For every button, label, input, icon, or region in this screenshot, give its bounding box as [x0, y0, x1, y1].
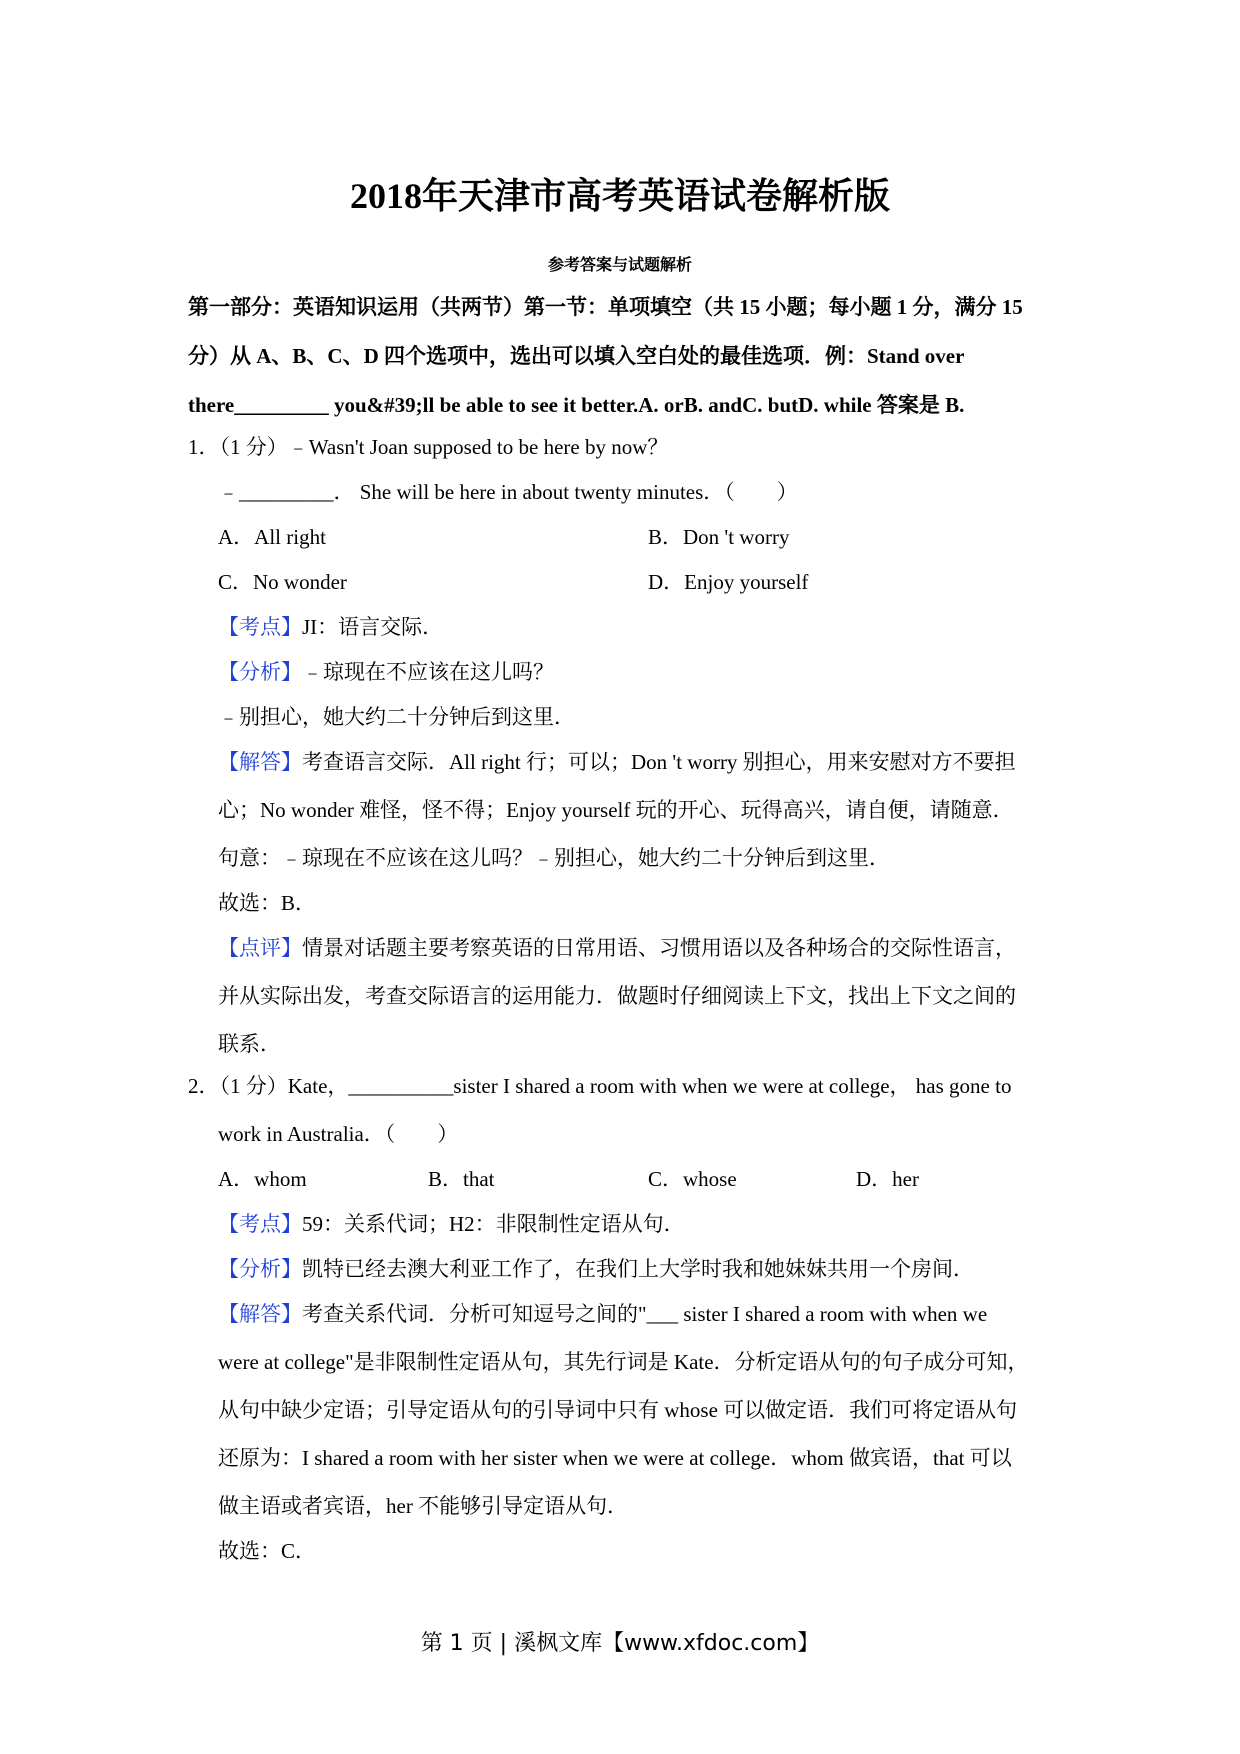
jieda-label: 【解答】 [218, 750, 302, 774]
q2-jieda [218, 1298, 987, 1328]
jieda-label: 【解答】 [218, 1302, 302, 1326]
dianping-label: 【点评】 [218, 936, 302, 960]
q1-stem: 1．（1 分）﹣Wasn't Joan supposed to be here by now？ [188, 435, 669, 459]
q1-fenxi-text-1: ﹣琼现在不应该在这儿吗？ [302, 660, 554, 684]
section-intro: 第一部分：英语知识运用（共两节）第一节：单项填空（共 15 小题；每小题 1 分，满分 15 分）从 A、B、C、D 四个选项中，选出可以填入空白处的最佳选项．例：Stand over there_________ you&#39;ll be able to see it better.A. orB. andC. butD. while 答案是 B. [188, 295, 1023, 417]
q1-option-d: D．Enjoy yourself [648, 570, 809, 594]
q1-jieda-text-3: 句意：﹣琼现在不应该在这儿吗？﹣别担心，她大约二十分钟后到这里． [218, 846, 890, 870]
q2-jieda-text-1: 考查关系代词．分析可知逗号之间的"___ sister I shared a room with when we [302, 1302, 988, 1326]
q2-option-a: A．whom [218, 1167, 307, 1191]
q1-stem-2: ﹣_________． She will be here in about twenty minutes．（ ） [218, 480, 798, 504]
q1-kaodian-text: JI：语言交际． [302, 615, 444, 639]
q2-kaodian-text: 59：关系代词；H2：非限制性定语从句． [302, 1212, 685, 1236]
q1-dianping-text-1: 情景对话题主要考察英语的日常用语、习惯用语以及各种场合的交际性语言， [302, 936, 1016, 960]
q2-fenxi [218, 1253, 974, 1283]
q1-dianping [218, 932, 1016, 962]
q2-option-d: D．her [856, 1167, 919, 1191]
q1-jieda-text-1: 考查语言交际．All right 行；可以；Don 't worry 别担心，用来安慰对方不要担 [302, 750, 1016, 774]
q1-answer: 故选：B． [218, 891, 317, 915]
q2-jieda-text-5: 做主语或者宾语，her 不能够引导定语从句． [218, 1494, 629, 1518]
q2-stem-2: work in Australia．（ ） [218, 1122, 459, 1146]
q1-option-a: A．All right [218, 525, 326, 549]
q2-kaodian [218, 1208, 685, 1238]
page-title: 2018年天津市高考英语试卷解析版 [349, 176, 890, 216]
fenxi-label: 【分析】 [218, 1257, 302, 1281]
q2-stem: 2．（1 分）Kate，__________sister I shared a room with when we were at college， has gone to [188, 1074, 1012, 1098]
q1-option-b: B．Don 't worry [648, 525, 790, 549]
q1-fenxi-text-2: ﹣别担心，她大约二十分钟后到这里． [218, 705, 575, 729]
fenxi-label: 【分析】 [218, 660, 302, 684]
q1-dianping-text-3: 联系． [218, 1032, 281, 1056]
kaodian-label: 【考点】 [218, 1212, 302, 1236]
page-subtitle: 参考答案与试题解析 [547, 257, 692, 274]
page-footer: 第 1 页 | 溪枫文库【www.xfdoc.com】 [420, 1631, 820, 1656]
kaodian-label: 【考点】 [218, 615, 302, 639]
q2-jieda-text-3: 从句中缺少定语；引导定语从句的引导词中只有 whose 可以做定语．我们可将定语从句 [218, 1398, 1018, 1422]
q2-jieda-text-4: 还原为：I shared a room with her sister when we were at college．whom 做宾语，that 可以 [218, 1446, 1012, 1470]
q2-option-c: C．whose [648, 1167, 737, 1191]
q1-jieda [218, 746, 1016, 776]
q1-fenxi [218, 656, 554, 686]
q2-option-b: B．that [428, 1167, 495, 1191]
q2-answer: 故选：C． [218, 1539, 317, 1563]
q1-kaodian [218, 611, 443, 641]
q1-jieda-text-2: 心；No wonder 难怪，怪不得；Enjoy yourself 玩的开心、玩得高兴，请自便，请随意． [218, 798, 1014, 822]
q2-jieda-text-2: were at college"是非限制性定语从句，其先行词是 Kate．分析定语从句的句子成分可知， [218, 1350, 1029, 1374]
q1-dianping-text-2: 并从实际出发，考查交际语言的运用能力．做题时仔细阅读上下文，找出上下文之间的 [218, 984, 1016, 1008]
q1-option-c: C．No wonder [218, 570, 347, 594]
q2-fenxi-text: 凯特已经去澳大利亚工作了，在我们上大学时我和她妹妹共用一个房间． [302, 1257, 974, 1281]
